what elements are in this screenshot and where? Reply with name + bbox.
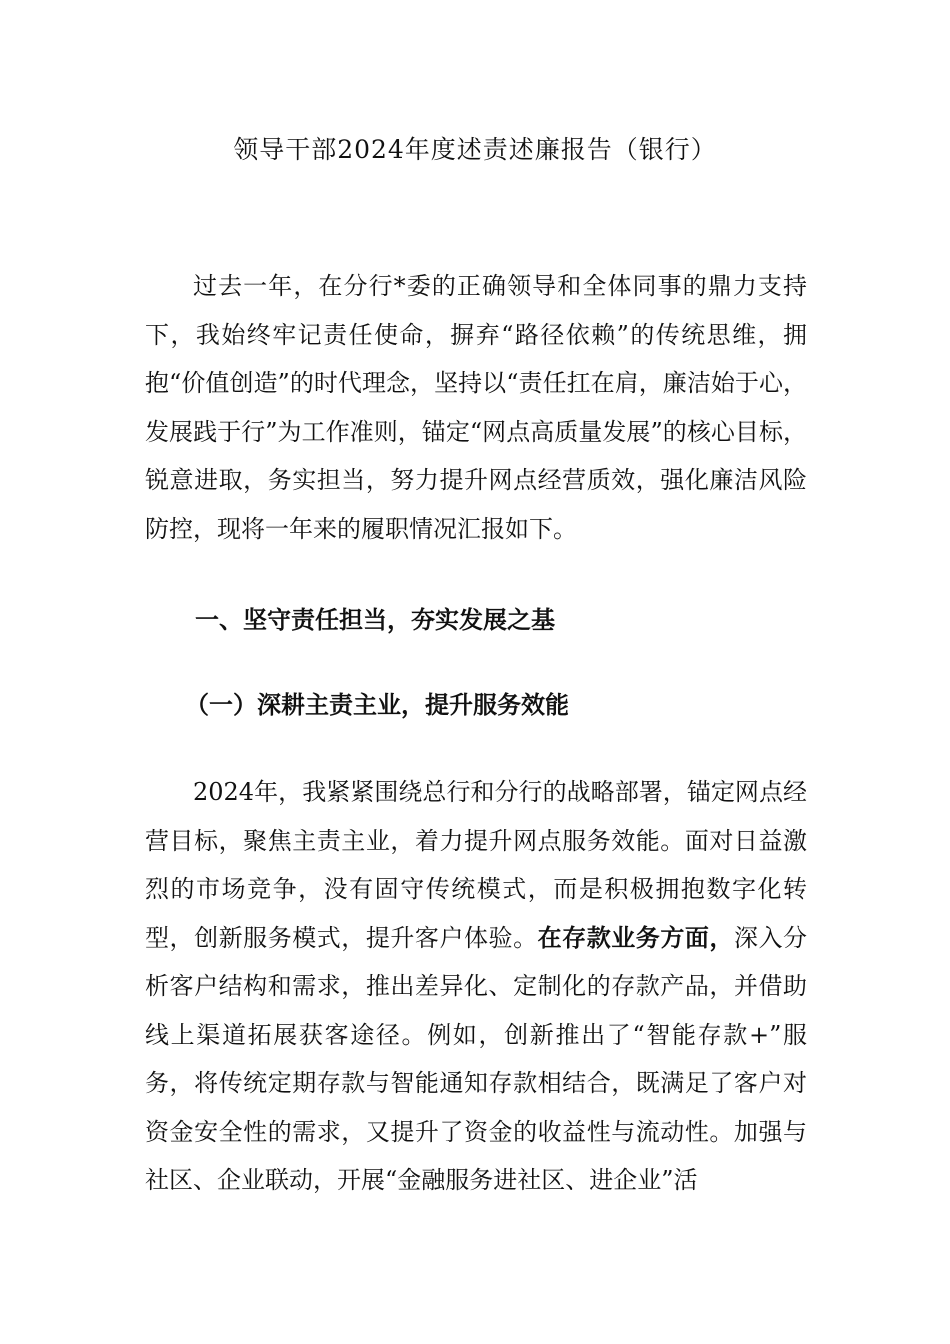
section-heading-1: 一、坚守责任担当，夯实发展之基 [195, 606, 555, 634]
section1-text-part1: 2024年，我紧紧围绕总行和分行的战略部署，锚定网点经营目标，聚焦主责主业，着力提升网点服务效能。面对日益激烈的市场竞争，没有固守传统模式，而是积极拥抱数字化转型，创新服务模式，提升客户体验。 [145, 778, 807, 952]
section1-text-part2: 深入分析客户结构和需求，推出差异化、定制化的存款产品，并借助线上渠道拓展获客途径。例如，创新推出了“智能存款+”服务，将传统定期存款与智能通知存款相结合，既满足了客户对资金安全性的需求，又提升了资金的收益性与流动性。加强与社区、企业联动，开展“金融服务进社区、进企业”活 [145, 923, 808, 1194]
intro-paragraph: 过去一年，在分行*委的正确领导和全体同事的鼎力支持下，我始终牢记责任使命，摒弃“路径依赖”的传统思维，拥抱“价值创造”的时代理念，坚持以“责任扛在肩，廉洁始于心，发展践于行”为工作准则，锚定“网点高质量发展”的核心目标，锐意进取，务实担当，努力提升网点经营质效，强化廉洁风险防控，现将一年来的履职情况汇报如下。 [145, 272, 807, 543]
section1-bold-phrase: 在存款业务方面， [537, 923, 734, 952]
subsection-heading-1: （一）深耕主责主业，提升服务效能 [185, 691, 569, 719]
document-title: 领导干部2024年度述责述廉报告（银行） [233, 135, 717, 164]
section1-paragraph [145, 768, 807, 1205]
